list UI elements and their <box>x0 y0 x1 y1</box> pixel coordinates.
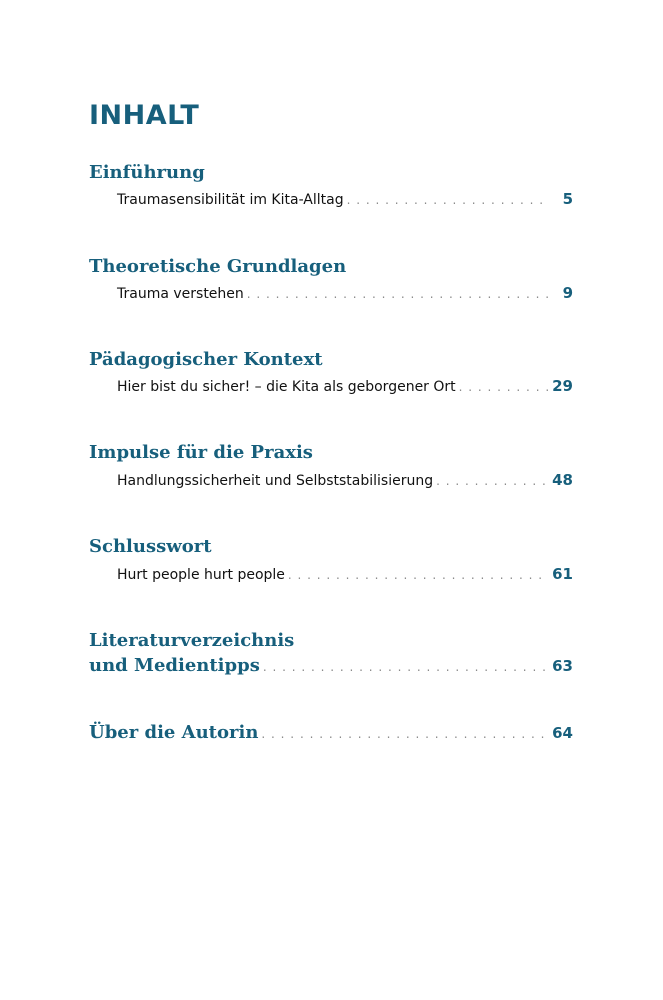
toc-entry-traumasensibilitaet[interactable] <box>117 190 573 208</box>
toc-entry-trauma-verstehen[interactable] <box>117 284 573 302</box>
dot-leader <box>459 380 548 394</box>
dot-leader <box>247 287 548 301</box>
toc-entry-label: Handlungssicherheit und Selbststabilisierung <box>117 473 434 489</box>
toc-entry-ueber-die-autorin[interactable] <box>89 722 573 743</box>
section-heading-paedagogischer-kontext: Pädagogischer Kontext <box>89 349 323 370</box>
toc-entry-literatur-medientipps[interactable] <box>89 655 573 676</box>
dot-leader <box>261 727 548 741</box>
toc-page-number: 48 <box>552 471 573 489</box>
section-heading-impulse-fuer-die-praxis: Impulse für die Praxis <box>89 442 313 463</box>
section-heading-literaturverzeichnis: Literaturverzeichnis <box>89 630 295 651</box>
toc-entry-label: Traumasensibilität im Kita-Alltag <box>117 192 344 208</box>
toc-entry-hier-bist-du-sicher[interactable] <box>117 377 573 395</box>
toc-page-number: 61 <box>552 565 573 583</box>
dot-leader <box>347 193 548 207</box>
toc-entry-label: und Medientipps <box>89 655 260 676</box>
toc-page-number: 5 <box>562 190 573 208</box>
toc-entry-label: Über die Autorin <box>89 722 259 743</box>
dot-leader <box>288 568 548 582</box>
dot-leader <box>263 660 548 674</box>
toc-page-number: 29 <box>552 377 573 395</box>
toc-entry-label: Trauma verstehen <box>117 286 244 302</box>
toc-page-number: 63 <box>552 657 573 675</box>
section-heading-theoretische-grundlagen: Theoretische Grundlagen <box>89 256 347 277</box>
toc-page-number: 9 <box>562 284 573 302</box>
toc-entry-hurt-people[interactable] <box>117 565 573 583</box>
dot-leader <box>436 474 548 488</box>
toc-entry-label: Hier bist du sicher! – die Kita als geborgener Ort <box>117 379 456 395</box>
toc-entry-handlungssicherheit[interactable] <box>117 471 573 489</box>
section-heading-einfuehrung: Einführung <box>89 162 205 183</box>
toc-entry-label: Hurt people hurt people <box>117 567 285 583</box>
toc-page-number: 64 <box>552 724 573 742</box>
page-title: INHALT <box>89 100 200 131</box>
section-heading-schlusswort: Schlusswort <box>89 536 212 557</box>
